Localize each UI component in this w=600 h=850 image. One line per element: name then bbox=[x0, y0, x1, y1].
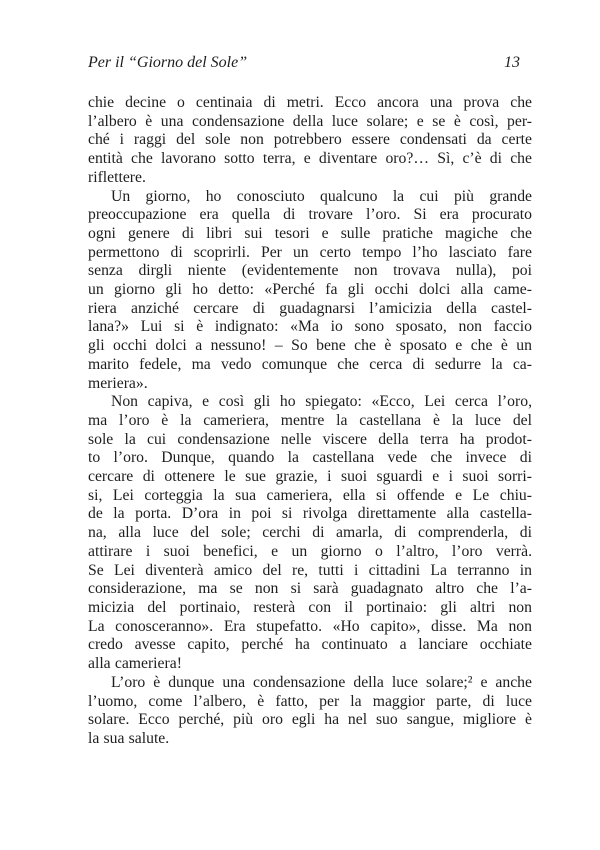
text-line: sole la cui condensazione nelle viscere della terra ha prodot- bbox=[88, 430, 532, 448]
text-line: ma l’oro è la cameriera, mentre la castellana è la luce del bbox=[88, 411, 532, 429]
text-line: preoccupazione era quella di trovare l’oro. Si era procurato bbox=[88, 206, 532, 224]
text-line: cercare di ottenere le sue grazie, i suoi sguardi e i suoi sorri- bbox=[88, 468, 532, 486]
text-line: na, alla luce del sole; cerchi di amarla, di comprenderla, di bbox=[88, 524, 532, 542]
text-line: l’albero è una condensazione della luce solare; e se è così, per- bbox=[88, 112, 532, 130]
text-line: alla cameriera! bbox=[88, 655, 182, 673]
text-line: meriera». bbox=[88, 374, 148, 392]
text-line: chie decine o centinaia di metri. Ecco ancora una prova che bbox=[88, 94, 532, 111]
header-title: Per il “Giorno del Sole” bbox=[88, 54, 248, 71]
text-line: solare. Ecco perché, più oro egli ha nel suo sangue, migliore è bbox=[88, 711, 532, 729]
text-line: La conosceranno». Era stupefatto. «Ho capito», disse. Ma non bbox=[88, 617, 532, 635]
text-line: Non capiva, e così gli ho spiegato: «Ecco, Lei cerca l’oro, bbox=[111, 393, 532, 411]
text-line: to l’oro. Dunque, quando la castellana vede che invece di bbox=[88, 449, 532, 467]
page-number: 13 bbox=[504, 54, 520, 71]
text-line: Un giorno, ho conosciuto qualcuno la cui più grande bbox=[111, 187, 532, 205]
text-line: la sua salute. bbox=[88, 729, 170, 747]
text-line: Se Lei diventerà amico del re, tutti i cittadini La terranno in bbox=[88, 561, 532, 579]
text-line: ché i raggi del sole non potrebbero essere condensati da certe bbox=[88, 131, 532, 149]
text-line: considerazione, ma se non si sarà guadagnato altro che l’a- bbox=[88, 580, 532, 598]
text-line: riera anziché cercare di guadagnarsi l’amicizia della castel- bbox=[88, 299, 532, 317]
paragraph bbox=[88, 188, 532, 394]
text-line: gli occhi dolci a nessuno! – So bene che è sposato e che è un bbox=[88, 337, 532, 355]
text-line: entità che lavorano sotto terra, e diventare oro?… Sì, c’è di che bbox=[88, 150, 532, 168]
text-line: micizia del portinaio, resterà con il portinaio: gli altri non bbox=[88, 598, 532, 616]
text-line: senza dirgli niente (evidentemente non trovava nulla), poi bbox=[88, 262, 532, 280]
paragraph bbox=[88, 674, 532, 749]
text-line: ogni genere di libri sui tesori e sulle pratiche magiche che bbox=[88, 224, 532, 242]
text-line: attirare i suoi benefici, e un giorno o l’altro, l’oro verrà. bbox=[88, 542, 532, 560]
text-line: si, Lei corteggia la sua cameriera, ella si offende e Le chiu- bbox=[88, 486, 532, 504]
text-line: un giorno gli ho detto: «Perché fa gli occhi dolci alla came- bbox=[88, 281, 532, 299]
page-body bbox=[88, 94, 532, 749]
text-line: l’uomo, come l’albero, è fatto, per la maggior parte, di luce bbox=[88, 692, 532, 710]
text-line: riflettere. bbox=[88, 168, 146, 186]
paragraph bbox=[88, 393, 532, 674]
running-header bbox=[88, 53, 532, 72]
paragraph bbox=[88, 94, 532, 188]
text-line: de la porta. D’ora in poi si rivolga direttamente alla castella- bbox=[88, 505, 532, 523]
text-line: L’oro è dunque una condensazione della luce solare;² e anche bbox=[111, 673, 532, 691]
text-line: marito fedele, ma vedo comunque che cerca di sedurre la ca- bbox=[88, 355, 532, 373]
text-line: lana?» Lui si è indignato: «Ma io sono sposato, non faccio bbox=[88, 318, 532, 336]
text-line: credo avesse capito, perché ha continuato a lanciare occhiate bbox=[88, 636, 532, 654]
text-line: permettono di scoprirli. Per un certo tempo l’ho lasciato fare bbox=[88, 243, 532, 261]
